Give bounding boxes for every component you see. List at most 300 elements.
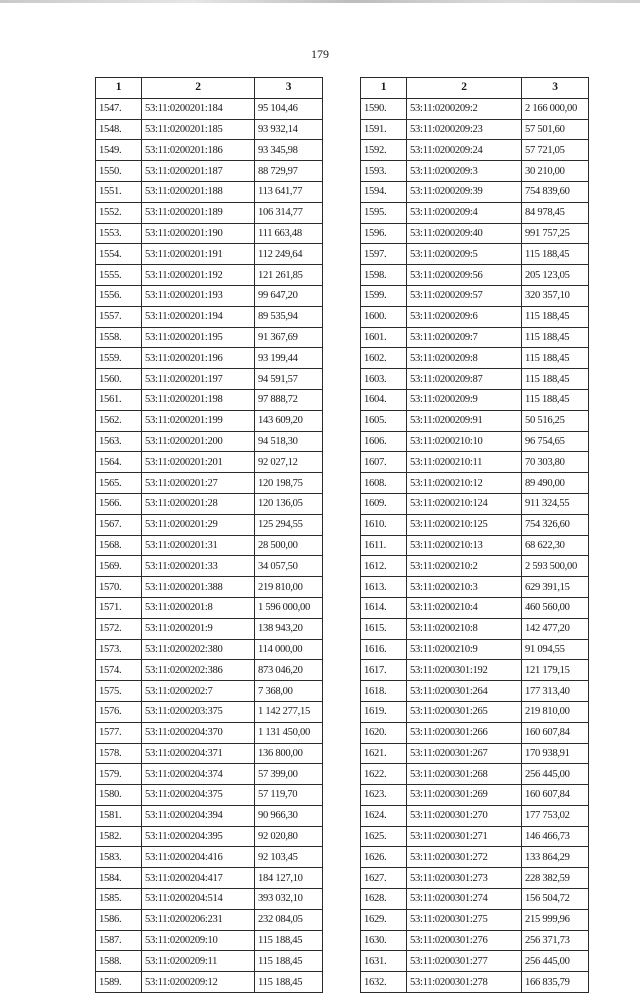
table-row	[361, 410, 589, 431]
table-row	[96, 161, 323, 182]
table-row	[361, 306, 589, 327]
cadastral-number: 53:11:0200210:8	[407, 618, 522, 639]
cadastral-number: 53:11:0200210:13	[407, 535, 522, 556]
cadastral-value: 28 500,00	[255, 535, 323, 556]
row-number: 1568.	[96, 535, 142, 556]
cadastral-value: 92 027,12	[255, 452, 323, 473]
column-header-cadastral: 2	[407, 78, 522, 99]
table-row	[96, 369, 323, 390]
page-number: 179	[311, 47, 329, 61]
row-number: 1623.	[361, 785, 407, 806]
cadastral-value: 115 188,45	[522, 306, 589, 327]
cadastral-value: 460 560,00	[522, 597, 589, 618]
table-row	[361, 493, 589, 514]
table-row	[361, 369, 589, 390]
table-row	[361, 202, 589, 223]
table-row	[96, 473, 323, 494]
header-row	[361, 78, 589, 99]
table-row	[361, 951, 589, 972]
cadastral-value: 89 490,00	[522, 473, 589, 494]
cadastral-number: 53:11:0200209:3	[407, 161, 522, 182]
cadastral-number: 53:11:0200206:231	[142, 909, 255, 930]
row-number: 1584.	[96, 868, 142, 889]
row-number: 1550.	[96, 161, 142, 182]
cadastral-value: 754 326,60	[522, 514, 589, 535]
row-number: 1560.	[96, 369, 142, 390]
cadastral-value: 873 046,20	[255, 660, 323, 681]
cadastral-value: 115 188,45	[522, 348, 589, 369]
cadastral-number: 53:11:0200301:276	[407, 930, 522, 951]
row-number: 1574.	[96, 660, 142, 681]
table-row	[361, 473, 589, 494]
row-number: 1579.	[96, 764, 142, 785]
row-number: 1611.	[361, 535, 407, 556]
cadastral-number: 53:11:0200301:273	[407, 868, 522, 889]
row-number: 1606.	[361, 431, 407, 452]
cadastral-number: 53:11:0200202:380	[142, 639, 255, 660]
cadastral-value: 320 357,10	[522, 285, 589, 306]
table-row	[361, 140, 589, 161]
cadastral-value: 205 123,05	[522, 265, 589, 286]
cadastral-value: 90 966,30	[255, 805, 323, 826]
table-row	[361, 452, 589, 473]
cadastral-number: 53:11:0200201:196	[142, 348, 255, 369]
cadastral-number: 53:11:0200204:371	[142, 743, 255, 764]
cadastral-value: 911 324,55	[522, 493, 589, 514]
cadastral-number: 53:11:0200301:192	[407, 660, 522, 681]
table-row	[361, 98, 589, 119]
row-number: 1565.	[96, 473, 142, 494]
table-row	[96, 660, 323, 681]
cadastral-value: 138 943,20	[255, 618, 323, 639]
row-number: 1583.	[96, 847, 142, 868]
cadastral-number: 53:11:0200204:375	[142, 785, 255, 806]
cadastral-number: 53:11:0200209:8	[407, 348, 522, 369]
row-number: 1604.	[361, 389, 407, 410]
cadastral-number: 53:11:0200201:8	[142, 597, 255, 618]
cadastral-number: 53:11:0200202:7	[142, 681, 255, 702]
cadastral-value: 160 607,84	[522, 722, 589, 743]
row-number: 1591.	[361, 119, 407, 140]
table-row	[96, 951, 323, 972]
cadastral-number: 53:11:0200204:394	[142, 805, 255, 826]
cadastral-value: 97 888,72	[255, 389, 323, 410]
cadastral-value: 115 188,45	[255, 930, 323, 951]
cadastral-number: 53:11:0200301:264	[407, 681, 522, 702]
table-row	[361, 764, 589, 785]
row-number: 1619.	[361, 701, 407, 722]
row-number: 1622.	[361, 764, 407, 785]
table-row	[361, 639, 589, 660]
cadastral-number: 53:11:0200201:184	[142, 98, 255, 119]
cadastral-value: 256 371,73	[522, 930, 589, 951]
row-number: 1572.	[96, 618, 142, 639]
cadastral-value: 91 094,55	[522, 639, 589, 660]
table-row	[361, 119, 589, 140]
row-number: 1558.	[96, 327, 142, 348]
cadastral-value: 111 663,48	[255, 223, 323, 244]
table-row	[96, 285, 323, 306]
cadastral-value: 143 609,20	[255, 410, 323, 431]
cadastral-value: 115 188,45	[255, 951, 323, 972]
cadastral-value: 50 516,25	[522, 410, 589, 431]
row-number: 1616.	[361, 639, 407, 660]
column-header-value: 3	[522, 78, 589, 99]
cadastral-value: 133 864,29	[522, 847, 589, 868]
table-row	[96, 119, 323, 140]
column-header-number: 1	[361, 78, 407, 99]
cadastral-value: 106 314,77	[255, 202, 323, 223]
header-row	[96, 78, 323, 99]
cadastral-number: 53:11:0200209:23	[407, 119, 522, 140]
table-row	[96, 785, 323, 806]
row-number: 1599.	[361, 285, 407, 306]
row-number: 1632.	[361, 972, 407, 993]
table-row	[96, 514, 323, 535]
cadastral-number: 53:11:0200201:200	[142, 431, 255, 452]
cadastral-number: 53:11:0200204:370	[142, 722, 255, 743]
cadastral-number: 53:11:0200210:9	[407, 639, 522, 660]
cadastral-number: 53:11:0200301:266	[407, 722, 522, 743]
cadastral-number: 53:11:0200201:194	[142, 306, 255, 327]
cadastral-number: 53:11:0200201:187	[142, 161, 255, 182]
cadastral-value: 57 119,70	[255, 785, 323, 806]
cadastral-value: 215 999,96	[522, 909, 589, 930]
cadastral-value: 125 294,55	[255, 514, 323, 535]
cadastral-value: 2 166 000,00	[522, 98, 589, 119]
row-number: 1587.	[96, 930, 142, 951]
row-number: 1548.	[96, 119, 142, 140]
cadastral-value: 57 721,05	[522, 140, 589, 161]
cadastral-value: 95 104,46	[255, 98, 323, 119]
row-number: 1609.	[361, 493, 407, 514]
table-row	[96, 327, 323, 348]
cadastral-value: 256 445,00	[522, 951, 589, 972]
cadastral-value: 115 188,45	[522, 327, 589, 348]
cadastral-number: 53:11:0200301:272	[407, 847, 522, 868]
cadastral-number: 53:11:0200209:4	[407, 202, 522, 223]
table-row	[361, 660, 589, 681]
row-number: 1626.	[361, 847, 407, 868]
cadastral-number: 53:11:0200209:56	[407, 265, 522, 286]
table-row	[96, 98, 323, 119]
table-row	[361, 327, 589, 348]
row-number: 1602.	[361, 348, 407, 369]
table-row	[96, 826, 323, 847]
table-row	[361, 847, 589, 868]
cadastral-number: 53:11:0200201:191	[142, 244, 255, 265]
table-row	[361, 930, 589, 951]
table-row	[96, 722, 323, 743]
table-row	[361, 431, 589, 452]
cadastral-number: 53:11:0200201:193	[142, 285, 255, 306]
cadastral-value: 1 131 450,00	[255, 722, 323, 743]
row-number: 1553.	[96, 223, 142, 244]
cadastral-value: 115 188,45	[522, 244, 589, 265]
row-number: 1596.	[361, 223, 407, 244]
row-number: 1590.	[361, 98, 407, 119]
row-number: 1549.	[96, 140, 142, 161]
table-row	[96, 265, 323, 286]
row-number: 1551.	[96, 181, 142, 202]
table-row	[96, 431, 323, 452]
cadastral-value: 1 142 277,15	[255, 701, 323, 722]
row-number: 1595.	[361, 202, 407, 223]
cadastral-number: 53:11:0200301:265	[407, 701, 522, 722]
cadastral-value: 115 188,45	[522, 389, 589, 410]
cadastral-value: 113 641,77	[255, 181, 323, 202]
table-row	[361, 909, 589, 930]
table-row	[96, 389, 323, 410]
cadastral-value: 96 754,65	[522, 431, 589, 452]
table-row	[361, 826, 589, 847]
cadastral-number: 53:11:0200201:197	[142, 369, 255, 390]
table-row	[96, 764, 323, 785]
column-header-cadastral: 2	[142, 78, 255, 99]
row-number: 1554.	[96, 244, 142, 265]
cadastral-number: 53:11:0200301:274	[407, 889, 522, 910]
table-row	[361, 868, 589, 889]
row-number: 1570.	[96, 577, 142, 598]
cadastral-number: 53:11:0200209:24	[407, 140, 522, 161]
row-number: 1562.	[96, 410, 142, 431]
cadastral-value: 120 136,05	[255, 493, 323, 514]
row-number: 1630.	[361, 930, 407, 951]
cadastral-number: 53:11:0200201:28	[142, 493, 255, 514]
cadastral-value: 754 839,60	[522, 181, 589, 202]
table-row	[96, 681, 323, 702]
cadastral-number: 53:11:0200301:277	[407, 951, 522, 972]
cadastral-value: 160 607,84	[522, 785, 589, 806]
table-row	[361, 161, 589, 182]
cadastral-number: 53:11:0200204:416	[142, 847, 255, 868]
cadastral-value: 114 000,00	[255, 639, 323, 660]
row-number: 1594.	[361, 181, 407, 202]
cadastral-value: 84 978,45	[522, 202, 589, 223]
table-row	[96, 577, 323, 598]
cadastral-number: 53:11:0200201:31	[142, 535, 255, 556]
table-row	[361, 556, 589, 577]
cadastral-number: 53:11:0200201:189	[142, 202, 255, 223]
cadastral-number: 53:11:0200210:11	[407, 452, 522, 473]
cadastral-number: 53:11:0200201:188	[142, 181, 255, 202]
row-number: 1567.	[96, 514, 142, 535]
row-number: 1612.	[361, 556, 407, 577]
cadastral-value: 219 810,00	[522, 701, 589, 722]
row-number: 1571.	[96, 597, 142, 618]
column-header-number: 1	[96, 78, 142, 99]
row-number: 1589.	[96, 972, 142, 993]
cadastral-number: 53:11:0200209:2	[407, 98, 522, 119]
table-row	[96, 847, 323, 868]
cadastral-number: 53:11:0200201:195	[142, 327, 255, 348]
row-number: 1573.	[96, 639, 142, 660]
table-row	[96, 202, 323, 223]
register-table-right	[360, 77, 589, 993]
table-row	[96, 743, 323, 764]
cadastral-value: 184 127,10	[255, 868, 323, 889]
cadastral-number: 53:11:0200301:278	[407, 972, 522, 993]
table-row	[361, 223, 589, 244]
row-number: 1552.	[96, 202, 142, 223]
cadastral-number: 53:11:0200210:125	[407, 514, 522, 535]
cadastral-number: 53:11:0200204:374	[142, 764, 255, 785]
cadastral-number: 53:11:0200210:2	[407, 556, 522, 577]
row-number: 1603.	[361, 369, 407, 390]
cadastral-number: 53:11:0200201:192	[142, 265, 255, 286]
row-number: 1601.	[361, 327, 407, 348]
table-row	[361, 265, 589, 286]
row-number: 1593.	[361, 161, 407, 182]
cadastral-value: 93 932,14	[255, 119, 323, 140]
row-number: 1597.	[361, 244, 407, 265]
row-number: 1555.	[96, 265, 142, 286]
row-number: 1585.	[96, 889, 142, 910]
cadastral-number: 53:11:0200210:4	[407, 597, 522, 618]
row-number: 1575.	[96, 681, 142, 702]
cadastral-value: 121 261,85	[255, 265, 323, 286]
table-row	[96, 223, 323, 244]
table-row	[361, 285, 589, 306]
cadastral-value: 2 593 500,00	[522, 556, 589, 577]
cadastral-number: 53:11:0200209:12	[142, 972, 255, 993]
cadastral-value: 177 753,02	[522, 805, 589, 826]
cadastral-number: 53:11:0200209:39	[407, 181, 522, 202]
table-row	[96, 889, 323, 910]
table-row	[96, 909, 323, 930]
row-number: 1566.	[96, 493, 142, 514]
cadastral-value: 70 303,80	[522, 452, 589, 473]
cadastral-value: 146 466,73	[522, 826, 589, 847]
row-number: 1582.	[96, 826, 142, 847]
cadastral-number: 53:11:0200209:11	[142, 951, 255, 972]
cadastral-value: 93 345,98	[255, 140, 323, 161]
table-row	[96, 930, 323, 951]
row-number: 1624.	[361, 805, 407, 826]
cadastral-number: 53:11:0200204:514	[142, 889, 255, 910]
scan-edge	[0, 0, 640, 3]
cadastral-value: 393 032,10	[255, 889, 323, 910]
row-number: 1561.	[96, 389, 142, 410]
table-row	[361, 389, 589, 410]
cadastral-value: 92 020,80	[255, 826, 323, 847]
table-row	[96, 597, 323, 618]
cadastral-value: 156 504,72	[522, 889, 589, 910]
table-row	[96, 535, 323, 556]
table-row	[361, 348, 589, 369]
table-row	[361, 722, 589, 743]
row-number: 1598.	[361, 265, 407, 286]
table-row	[96, 306, 323, 327]
cadastral-number: 53:11:0200201:388	[142, 577, 255, 598]
cadastral-number: 53:11:0200201:198	[142, 389, 255, 410]
table-row	[361, 618, 589, 639]
cadastral-value: 1 596 000,00	[255, 597, 323, 618]
cadastral-value: 7 368,00	[255, 681, 323, 702]
cadastral-number: 53:11:0200210:3	[407, 577, 522, 598]
table-row	[361, 681, 589, 702]
table-row	[96, 410, 323, 431]
row-number: 1600.	[361, 306, 407, 327]
column-header-value: 3	[255, 78, 323, 99]
cadastral-value: 68 622,30	[522, 535, 589, 556]
table-row	[361, 785, 589, 806]
cadastral-number: 53:11:0200202:386	[142, 660, 255, 681]
table-row	[96, 868, 323, 889]
cadastral-number: 53:11:0200301:268	[407, 764, 522, 785]
cadastral-number: 53:11:0200209:40	[407, 223, 522, 244]
row-number: 1631.	[361, 951, 407, 972]
row-number: 1613.	[361, 577, 407, 598]
table-row	[96, 618, 323, 639]
cadastral-value: 99 647,20	[255, 285, 323, 306]
table-row	[96, 181, 323, 202]
row-number: 1628.	[361, 889, 407, 910]
row-number: 1620.	[361, 722, 407, 743]
cadastral-number: 53:11:0200301:275	[407, 909, 522, 930]
row-number: 1614.	[361, 597, 407, 618]
cadastral-number: 53:11:0200209:7	[407, 327, 522, 348]
row-number: 1607.	[361, 452, 407, 473]
cadastral-number: 53:11:0200201:33	[142, 556, 255, 577]
row-number: 1621.	[361, 743, 407, 764]
table-row	[361, 701, 589, 722]
cadastral-value: 170 938,91	[522, 743, 589, 764]
cadastral-value: 57 501,60	[522, 119, 589, 140]
table-row	[96, 639, 323, 660]
cadastral-number: 53:11:0200301:267	[407, 743, 522, 764]
cadastral-number: 53:11:0200201:185	[142, 119, 255, 140]
cadastral-number: 53:11:0200301:269	[407, 785, 522, 806]
cadastral-number: 53:11:0200209:6	[407, 306, 522, 327]
cadastral-number: 53:11:0200301:270	[407, 805, 522, 826]
cadastral-value: 115 188,45	[255, 972, 323, 993]
table-row	[361, 805, 589, 826]
table-row	[96, 140, 323, 161]
row-number: 1547.	[96, 98, 142, 119]
table-row	[361, 597, 589, 618]
cadastral-number: 53:11:0200209:5	[407, 244, 522, 265]
row-number: 1588.	[96, 951, 142, 972]
cadastral-number: 53:11:0200210:12	[407, 473, 522, 494]
cadastral-value: 115 188,45	[522, 369, 589, 390]
table-row	[361, 514, 589, 535]
row-number: 1564.	[96, 452, 142, 473]
row-number: 1569.	[96, 556, 142, 577]
cadastral-value: 629 391,15	[522, 577, 589, 598]
table-row	[361, 743, 589, 764]
cadastral-value: 112 249,64	[255, 244, 323, 265]
cadastral-number: 53:11:0200209:9	[407, 389, 522, 410]
table-row	[361, 181, 589, 202]
cadastral-value: 30 210,00	[522, 161, 589, 182]
row-number: 1580.	[96, 785, 142, 806]
cadastral-value: 142 477,20	[522, 618, 589, 639]
register-table-left	[95, 77, 323, 993]
row-number: 1608.	[361, 473, 407, 494]
table-row	[96, 244, 323, 265]
cadastral-number: 53:11:0200203:375	[142, 701, 255, 722]
cadastral-value: 121 179,15	[522, 660, 589, 681]
table-row	[96, 348, 323, 369]
row-number: 1592.	[361, 140, 407, 161]
table-row	[361, 889, 589, 910]
cadastral-number: 53:11:0200201:27	[142, 473, 255, 494]
cadastral-number: 53:11:0200209:91	[407, 410, 522, 431]
cadastral-value: 166 835,79	[522, 972, 589, 993]
row-number: 1559.	[96, 348, 142, 369]
row-number: 1576.	[96, 701, 142, 722]
